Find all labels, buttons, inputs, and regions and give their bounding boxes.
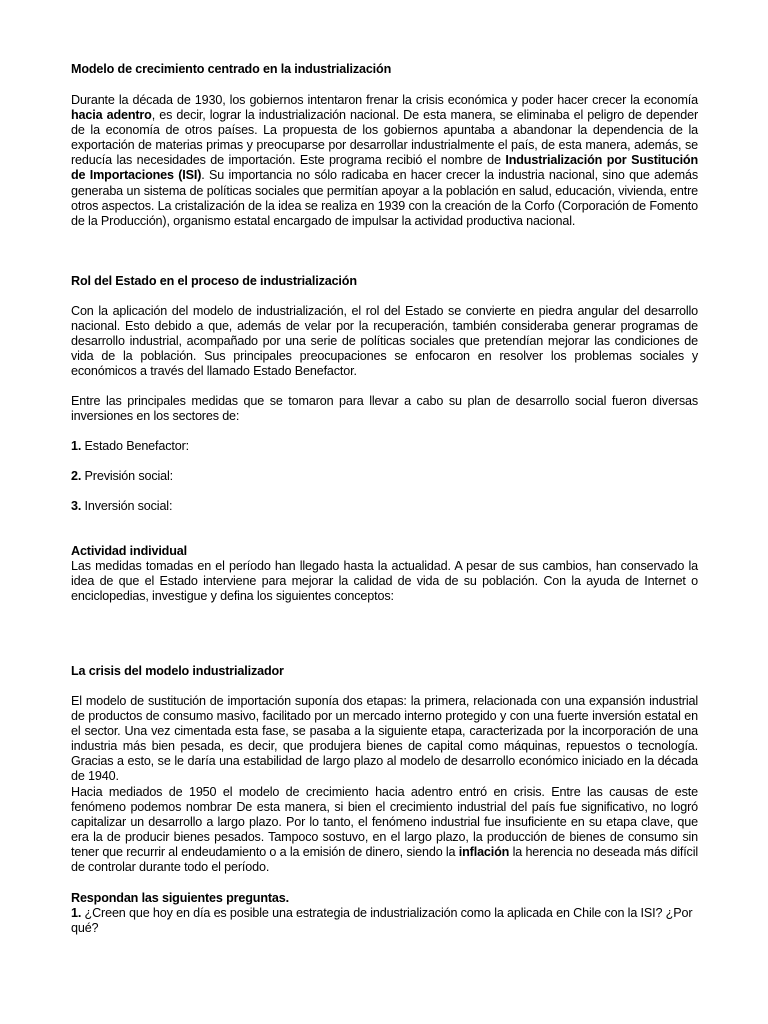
list-item-prevision-social <box>71 469 698 484</box>
paragraph-isi-intro <box>71 93 698 229</box>
activity-text: Las medidas tomadas en el período han llegado hasta la actualidad. A pesar de sus cambios, han conservado la idea de que el Estado interviene para mejorar la calidad de vida de su población. Con la ayuda de Internet o enciclopedias, investigue y defina los siguientes conceptos: <box>71 559 698 604</box>
bold-term-isi: Industrialización por Sustitución de Importaciones (ISI) <box>71 153 699 183</box>
paragraph-state-role: Con la aplicación del modelo de industrialización, el rol del Estado se convierte en piedra angular del desarrollo nacional. Esto debido a que, además de velar por la recuperación, también consideraba generar programas de desarrollo industrial, acompañado por una serie de políticas sociales que pretendían mejorar las condiciones de vida de la población. Sus principales preocupaciones se enfocaron en resolver los problemas sociales y económicos a través del llamado Estado Benefactor. <box>71 304 698 379</box>
paragraph-text: , es decir, lograr la industrialización nacional. De esta manera, se eliminaba el peligro de depender de la economía de otros países. La propuesta de los gobiernos apuntaba a abandonar la dependencia de la exportación de materias primas y preocuparse por desarrollar industrialmente el país, de esta manera, además, se reducía las necesidades de importación. Este programa recibió el nombre de <box>71 108 698 168</box>
section-title-industrialization-model: Modelo de crecimiento centrado en la industrialización <box>71 62 392 76</box>
list-item-number: 3. <box>71 499 82 513</box>
paragraph-text: Durante la década de 1930, los gobiernos intentaron frenar la crisis económica y poder hacer crecer la economía <box>71 93 698 107</box>
question-1 <box>71 906 698 936</box>
paragraph-crisis-stages: El modelo de sustitución de importación suponía dos etapas: la primera, relacionada con una expansión industrial de productos de consumo masivo, facilitado por un mercado interno protegido y con una fuerte inversión estatal en el sector. Una vez cimentada esta fase, se pasaba a la siguiente etapa, caracterizada por la incorporación de una industria más bien pesada, es decir, que produjera bienes de capital como máquinas, repuestos o tecnología. Gracias a esto, se le daría una estabilidad de largo plazo al modelo de desarrollo económico iniciado en la década de 1940. <box>71 694 698 784</box>
section-title-crisis: La crisis del modelo industrializador <box>71 664 284 678</box>
questions-title: Respondan las siguientes preguntas. <box>71 891 289 905</box>
list-item-number: 2. <box>71 469 82 483</box>
paragraph-text: la herencia no deseada más difícil de controlar durante todo el período. <box>71 845 698 875</box>
question-number: 1. <box>71 906 82 920</box>
paragraph-crisis-causes <box>71 785 698 876</box>
section-title-state-role: Rol del Estado en el proceso de industrialización <box>71 274 357 288</box>
bold-term-inflacion: inflación <box>458 845 510 860</box>
activity-title: Actividad individual <box>71 544 187 558</box>
paragraph-measures: Entre las principales medidas que se tomaron para llevar a cabo su plan de desarrollo social fueron diversas inversiones en los sectores de: <box>71 394 698 424</box>
bold-term-hacia-adentro: hacia adentro <box>71 108 152 123</box>
question-text: ¿Creen que hoy en día es posible una estrategia de industrialización como la aplicada en Chile con la ISI? ¿Por qué? <box>71 906 693 936</box>
paragraph-text: Hacia mediados de 1950 el modelo de crecimiento hacia adentro entró en crisis. Entre las causas de este fenómeno podemos nombrar De esta manera, si bien el crecimiento industrial del país fue significativo, no logró capitalizar un desarrollo a largo plazo. Por lo tanto, el fenómeno industrial fue insuficiente en su etapa clave, que era la de producir bienes pesados. Tampoco sostuvo, en el largo plazo, la producción de bienes de consumo sin tener que recurrir al endeudamiento o a la emisión de dinero, siendo la <box>71 785 698 860</box>
list-item-number: 1. <box>71 439 82 453</box>
paragraph-text: . Su importancia no sólo radicaba en hacer crecer la industria nacional, sino que además generaba un sistema de políticas sociales que permitían apoyar a la población en salud, educación, vivienda, entre otros aspectos. La cristalización de la idea se realiza en 1939 con la creación de la Corfo (Corporación de Fomento de la Producción), organismo estatal encargado de impulsar la actividad productiva nacional. <box>71 168 698 228</box>
list-item-label: Estado Benefactor: <box>81 439 189 453</box>
list-item-inversion-social <box>71 499 698 514</box>
list-item-estado-benefactor <box>71 439 698 454</box>
list-item-label: Previsión social: <box>81 469 173 483</box>
list-item-label: Inversión social: <box>81 499 173 513</box>
